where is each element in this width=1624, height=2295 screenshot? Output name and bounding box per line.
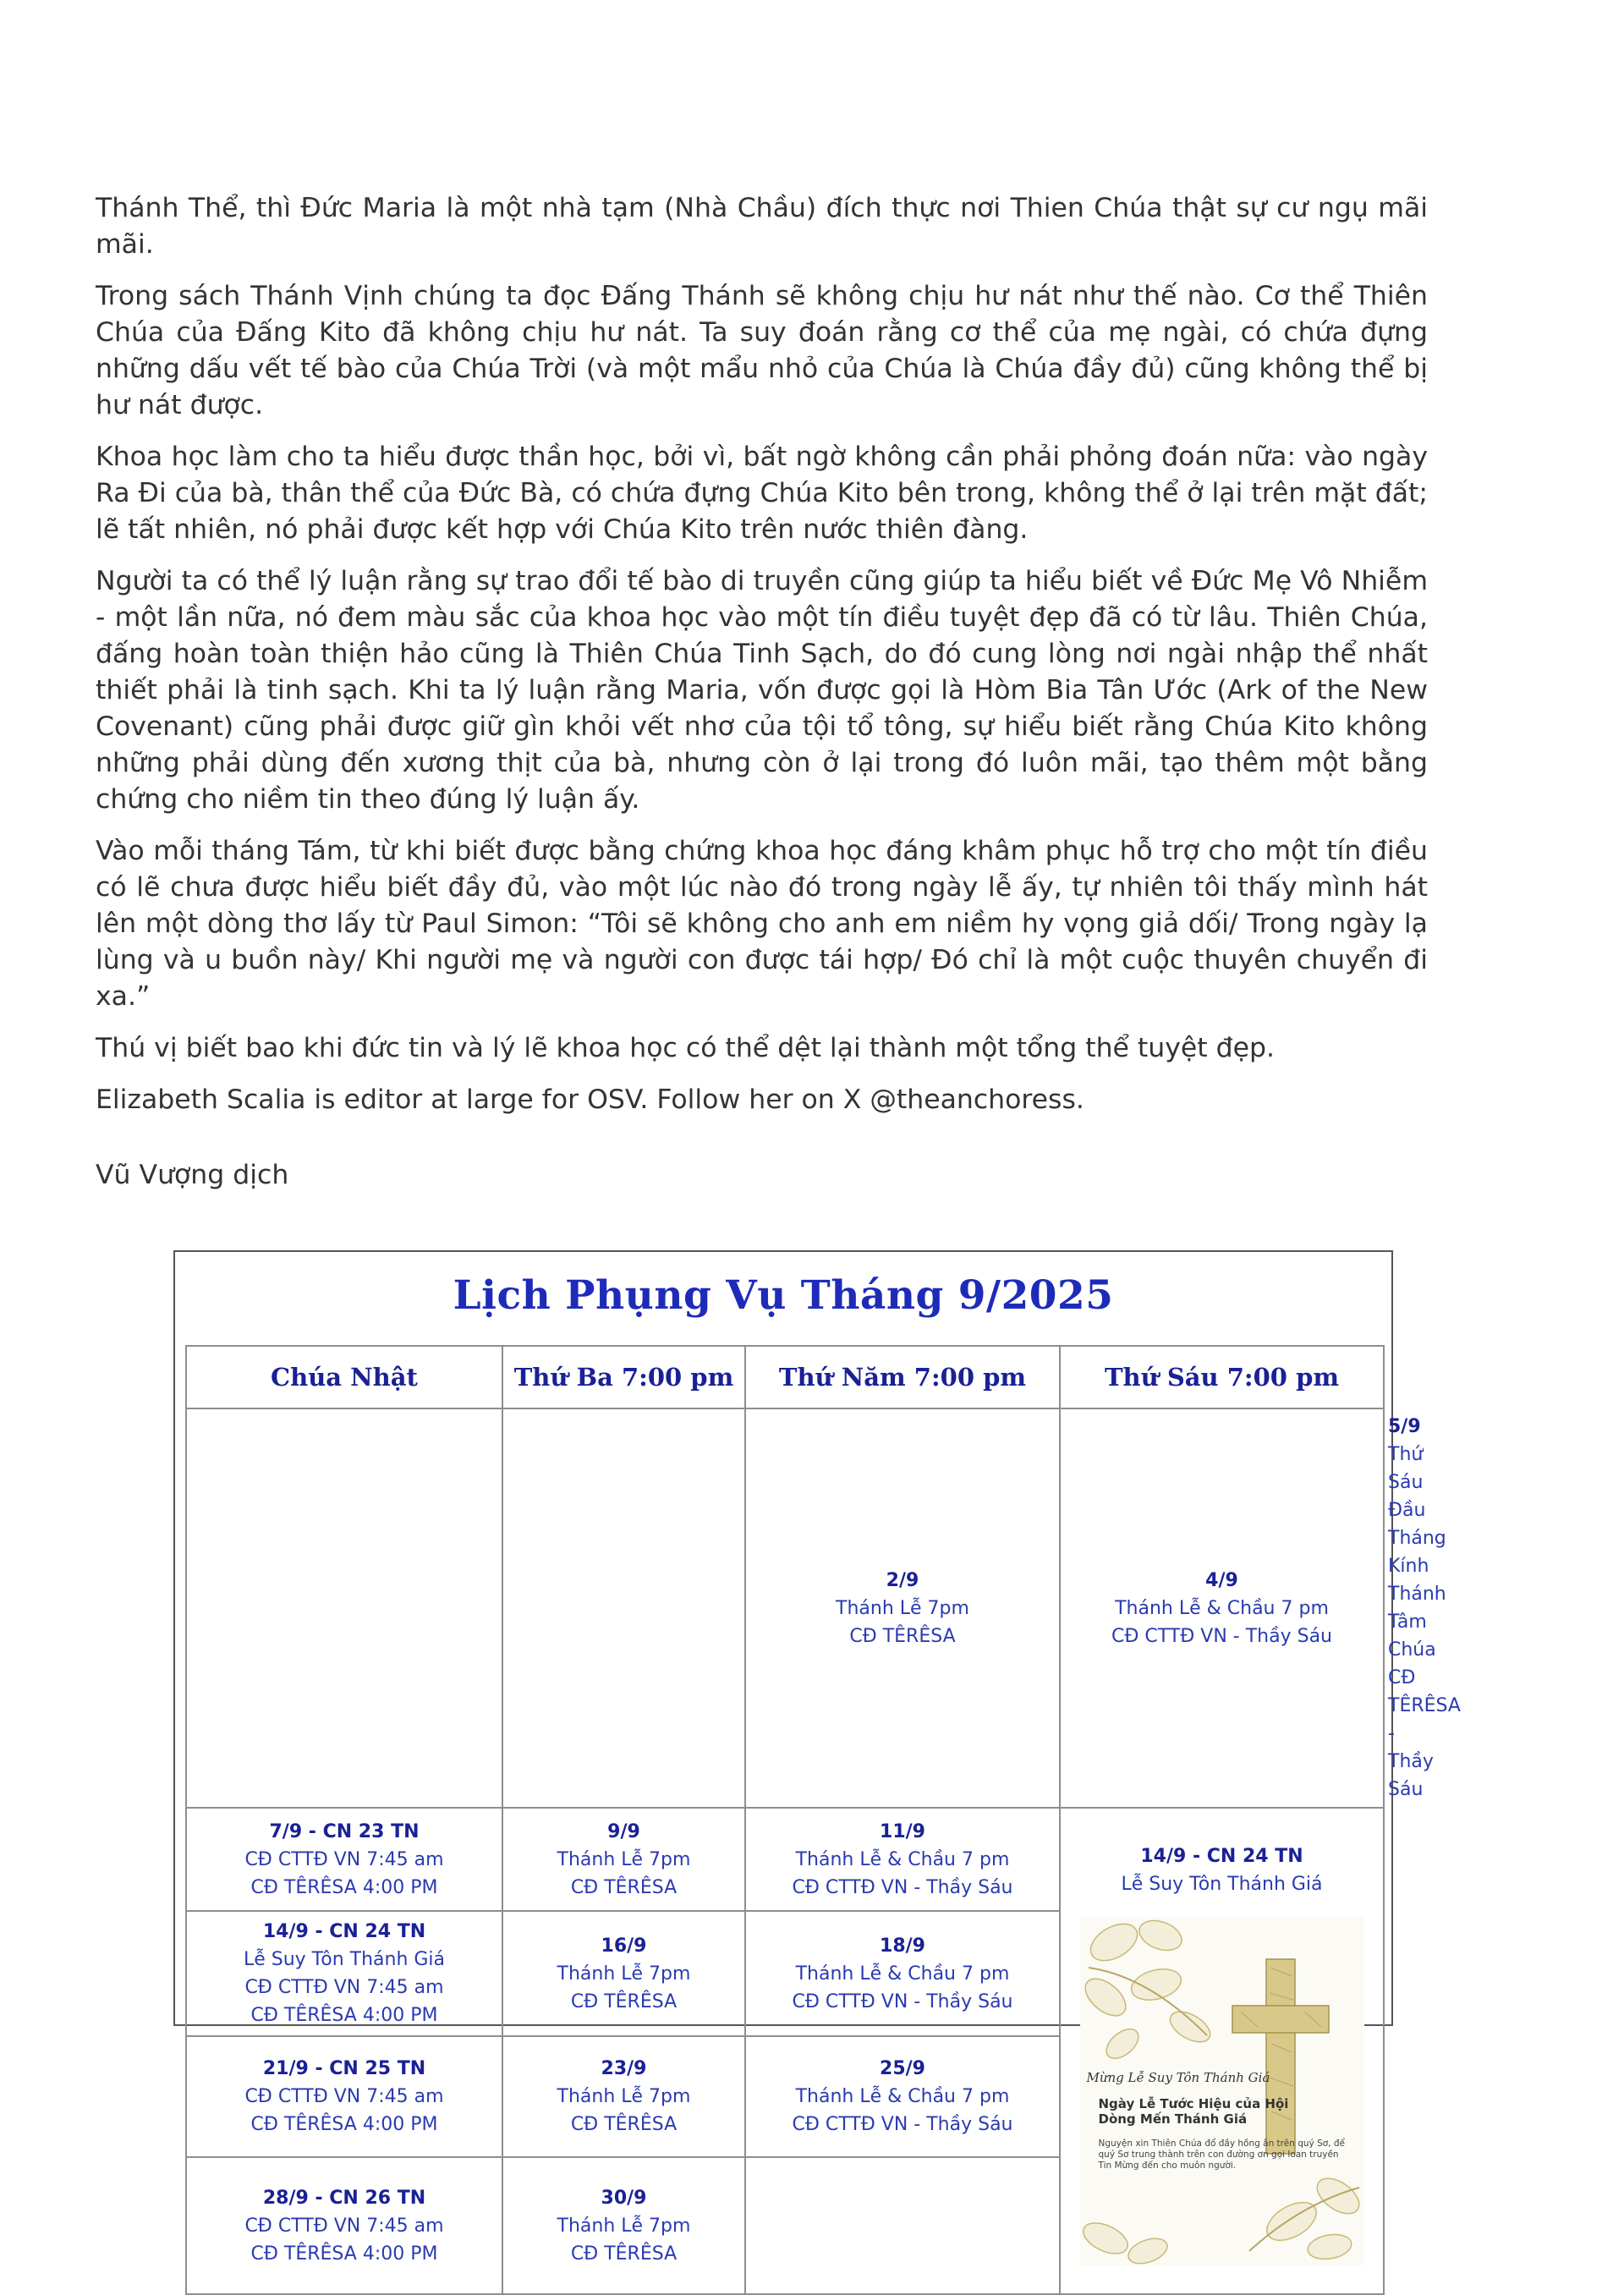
paragraph: Thánh Thể, thì Đức Maria là một nhà tạm (Nhà Chầu) đích thực nơi Thien Chúa thật sự cư ngụ mãi mãi.	[96, 193, 1428, 260]
author-note: Elizabeth Scalia is editor at large for OSV. Follow her on X @theanchoress.	[96, 1084, 1084, 1115]
cell-line: Thánh Lễ & Chầu 7 pm	[795, 2086, 1010, 2107]
cell-line: CĐ CTTĐ VN - Thầy Sáu	[792, 2114, 1013, 2135]
table-row: 2/9 Thánh Lễ 7pm CĐ TÊRÊSA 4/9 Thánh Lễ & Chầu 7 pm CĐ CTTĐ VN - Thầy Sáu 5/9 Thứ Sáu Đầu Tháng Kính Thánh Tâm Chúa CĐ TÊRÊSA - Thầy Sáu	[186, 1408, 1384, 1808]
cell-date: 2/9	[886, 1569, 919, 1591]
poster-prayer: Nguyện xin Thiên Chúa đổ đầy hồng ân trên quý Sơ, để quý Sơ trung thành trên con đường ơn gọi loan truyền Tin Mừng đến cho muôn người.	[1098, 2139, 1345, 2171]
cross-leaves-icon	[1080, 1917, 1364, 2265]
cell-date: 14/9 - CN 24 TN	[262, 1921, 426, 1942]
cell-line: CĐ CTTĐ VN 7:45 am	[244, 2086, 444, 2107]
schedule-table	[185, 1345, 1461, 2295]
cell-line: Lễ Suy Tôn Thánh Giá	[243, 1949, 446, 1970]
cell-line: Thánh Lễ & Chầu 7 pm	[795, 1963, 1010, 1985]
cell-line: Thánh Lễ & Chầu 7 pm	[1115, 1597, 1329, 1619]
cell-line: CĐ TÊRÊSA 4:00 PM	[250, 2005, 438, 2026]
schedule-cell	[186, 1911, 502, 2036]
poster-subtitle: Ngày Lễ Tước Hiệu của Hội Dòng Mến Thánh Giá	[1098, 2096, 1289, 2127]
feast-poster	[1080, 1917, 1364, 2265]
cell-date: 28/9 - CN 26 TN	[262, 2187, 426, 2209]
cell-line: CĐ TÊRÊSA 4:00 PM	[250, 2243, 438, 2265]
cell-line: CĐ TÊRÊSA	[570, 2243, 678, 2265]
special-feast-cell	[1060, 1808, 1384, 2294]
table-row	[186, 1808, 1384, 1911]
schedule-cell	[502, 1911, 745, 2036]
paragraph: Vào mỗi tháng Tám, từ khi biết được bằng chứng khoa học đáng khâm phục hỗ trợ cho một tín điều có lẽ chưa được hiểu biết đầy đủ, vào một lúc nào đó trong ngày lễ ấy, tự nhiên tôi thấy mình hát lên một dòng thơ lấy từ Paul Simon: “Tôi sẽ không cho anh em niềm hy vọng giả dối/ Trong ngày lạ lùng và u buồn này/ Khi người mẹ và người con được tái hợp/ Đó chỉ là một cuộc thuyên chuyển đi xa.”	[96, 836, 1428, 1012]
special-date: 14/9 - CN 24 TN	[1140, 1846, 1303, 1867]
schedule-cell	[1060, 1408, 1384, 1808]
cell-line: CĐ TÊRÊSA 4:00 PM	[250, 1876, 438, 1898]
empty-cell	[745, 2157, 1060, 2294]
cell-date: 9/9	[607, 1820, 640, 1842]
cell-line: CĐ TÊRÊSA	[849, 1625, 956, 1647]
header-thursday: Thứ Năm 7:00 pm	[745, 1346, 1060, 1408]
cell-date: 7/9 - CN 23 TN	[269, 1820, 420, 1842]
paragraph: Khoa học làm cho ta hiểu được thần học, bởi vì, bất ngờ không cần phải phỏng đoán nữa: vào ngày Ra Đi của bà, thân thể của Đức Bà, có chứa đựng Chúa Kito bên trong, không thể ở lại trên mặt đất; lẽ tất nhiên, nó phải được kết hợp với Chúa Kito trên nước thiên đàng.	[96, 442, 1428, 545]
cell-line: CĐ TÊRÊSA	[570, 2114, 678, 2135]
cell-line: CĐ TÊRÊSA 4:00 PM	[250, 2114, 438, 2135]
cell-line: Thánh Lễ 7pm	[557, 2215, 691, 2237]
cell-line: CĐ CTTĐ VN - Thầy Sáu	[1111, 1625, 1332, 1647]
paragraph: Thú vị biết bao khi đức tin và lý lẽ khoa học có thể dệt lại thành một tổng thể tuyệt đẹp.	[96, 1033, 1276, 1063]
cell-date: 16/9	[601, 1935, 647, 1957]
translator-credit: Vũ Vượng dịch	[96, 1160, 289, 1190]
schedule-cell	[745, 1408, 1060, 1808]
cell-date: 30/9	[601, 2187, 647, 2209]
cell-date: 11/9	[880, 1820, 925, 1842]
schedule-cell	[745, 1911, 1060, 2036]
cell-line: CĐ TÊRÊSA	[570, 1990, 678, 2012]
cell-date: 4/9	[1205, 1569, 1238, 1591]
cell-line: Thánh Lễ & Chầu 7 pm	[795, 1848, 1010, 1870]
cell-date: 25/9	[880, 2058, 925, 2079]
empty-cell	[186, 1408, 502, 1808]
cell-line: Thánh Lễ 7pm	[557, 2086, 691, 2107]
header-friday: Thứ Sáu 7:00 pm	[1060, 1346, 1384, 1408]
cell-date: 18/9	[880, 1935, 925, 1957]
cell-line: Thánh Lễ 7pm	[557, 1963, 691, 1985]
header-sunday: Chúa Nhật	[186, 1346, 502, 1408]
schedule-title: Lịch Phụng Vụ Tháng 9/2025	[453, 1272, 1114, 1319]
cell-line: CĐ CTTĐ VN 7:45 am	[244, 1977, 444, 1998]
cell-line: Thánh Lễ 7pm	[557, 1848, 691, 1870]
cell-line: CĐ CTTĐ VN - Thầy Sáu	[792, 1876, 1013, 1898]
schedule-cell	[745, 1808, 1060, 1911]
paragraph: Trong sách Thánh Vịnh chúng ta đọc Đấng Thánh sẽ không chịu hư nát như thế nào. Cơ thể Thiên Chúa của Đấng Kito đã không chịu hư nát. Ta suy đoán rằng cơ thể của mẹ ngài, có chứa đựng những dấu vết tế bào của Chúa Trời (và một mẩu nhỏ của Chúa là Chúa đầy đủ) cũng không thể bị hư nát được.	[96, 281, 1428, 420]
special-label: Lễ Suy Tôn Thánh Giá	[1121, 1874, 1323, 1895]
schedule-cell	[502, 1408, 745, 1808]
header-tuesday: Thứ Ba 7:00 pm	[502, 1346, 745, 1408]
schedule-cell	[186, 1808, 502, 1911]
schedule-cell	[502, 2036, 745, 2157]
schedule-cell	[745, 2036, 1060, 2157]
liturgy-schedule	[173, 1250, 1461, 2265]
cell-date: 21/9 - CN 25 TN	[262, 2058, 426, 2079]
cell-line: CĐ CTTĐ VN 7:45 am	[244, 1848, 444, 1870]
poster-title: Mừng Lễ Suy Tôn Thánh Giá	[1086, 2070, 1270, 2085]
cell-date: 23/9	[601, 2058, 647, 2079]
schedule-cell	[186, 2036, 502, 2157]
cell-line: CĐ TÊRÊSA	[570, 1876, 678, 1898]
article-body	[96, 190, 1428, 1209]
header-row	[186, 1346, 1384, 1408]
cell-line: Thánh Lễ 7pm	[836, 1597, 969, 1619]
cell-line: CĐ CTTĐ VN 7:45 am	[244, 2215, 444, 2237]
paragraph: Người ta có thể lý luận rằng sự trao đổi tế bào di truyền cũng giúp ta hiểu biết về Đức Mẹ Vô Nhiễm - một lần nữa, nó đem màu sắc của khoa học vào một tín điều tuyệt đẹp đã có từ lâu. Thiên Chúa, đấng hoàn toàn thiện hảo cũng là Thiên Chúa Tinh Sạch, do đó cung lòng nơi ngài nhập thể nhất thiết phải là tinh sạch. Khi ta lý luận rằng Maria, vốn được gọi là Hòm Bia Tân Ước (Ark of the New Covenant) cũng phải được giữ gìn khỏi vết nhơ của tội tổ tông, sự hiểu biết rằng Chúa Kito không những phải dùng đến xương thịt của bà, nhưng còn ở lại trong đó luôn mãi, tạo thêm một bằng chứng cho niềm tin theo đúng lý luận ấy.	[96, 566, 1428, 815]
cell-line: CĐ CTTĐ VN - Thầy Sáu	[792, 1990, 1013, 2012]
schedule-cell	[502, 1808, 745, 1911]
schedule-cell	[502, 2157, 745, 2294]
schedule-cell	[186, 2157, 502, 2294]
